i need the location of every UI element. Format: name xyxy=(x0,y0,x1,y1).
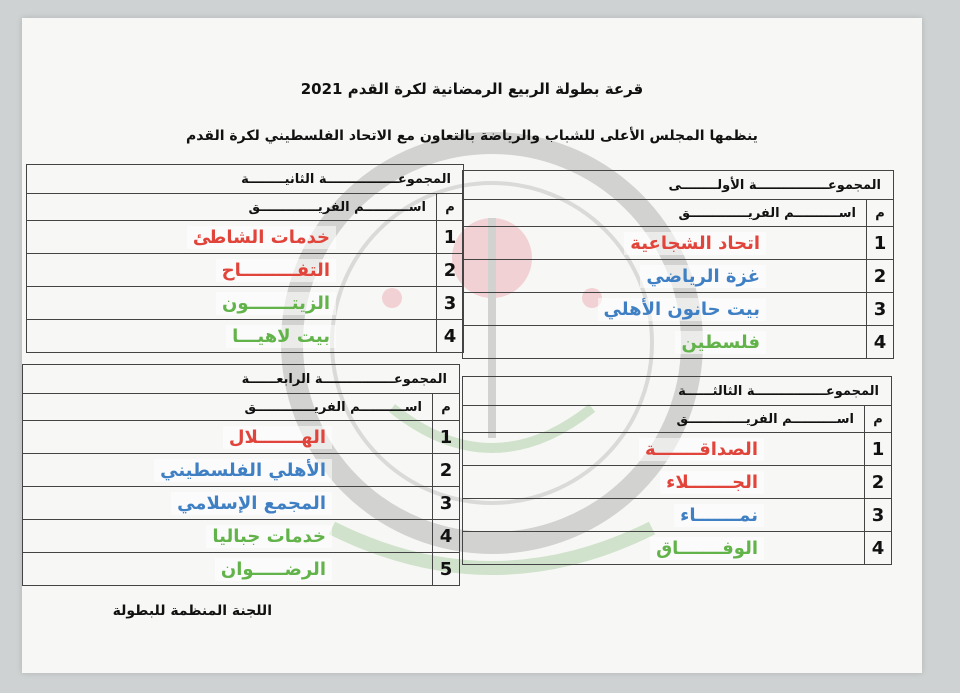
table-row xyxy=(463,433,891,466)
row-number: 3 xyxy=(432,487,459,519)
row-number: 3 xyxy=(864,499,891,531)
table-row xyxy=(27,287,463,320)
group-1-column-header xyxy=(463,200,893,227)
table-row xyxy=(463,499,891,532)
row-number: 1 xyxy=(864,433,891,465)
table-row xyxy=(463,227,893,260)
team-name: اتحاد الشجاعية xyxy=(624,232,766,255)
paper-sheet xyxy=(22,18,922,673)
table-row xyxy=(463,466,891,499)
team-name: الجـــــــلاء xyxy=(660,471,764,494)
team-name: الوفـــــــاق xyxy=(650,537,764,560)
group-3-table xyxy=(462,376,892,565)
row-number: 5 xyxy=(432,553,459,585)
team-name: خدمات الشاطئ xyxy=(187,226,336,249)
team-name: التفـــــــــاح xyxy=(216,259,336,282)
col-num-label: م xyxy=(866,200,893,226)
table-row xyxy=(27,254,463,287)
row-number: 4 xyxy=(432,520,459,552)
group-4-table xyxy=(22,364,460,586)
row-number: 1 xyxy=(436,221,463,253)
col-team-label: اســــــــــم الفريـــــــــــــق xyxy=(248,199,426,215)
team-name: فلسطين xyxy=(675,331,766,354)
col-num-label: م xyxy=(436,194,463,220)
team-name: الهـــــــلال xyxy=(223,426,332,449)
group-2-title: المجموعــــــــــــــــة الثانيــــــــة xyxy=(27,165,463,194)
team-name: المجمع الإسلامي xyxy=(171,492,332,515)
col-team-label: اســــــــــم الفريـــــــــــــق xyxy=(244,399,422,415)
table-row xyxy=(463,532,891,564)
row-number: 2 xyxy=(436,254,463,286)
row-number: 2 xyxy=(866,260,893,292)
table-row xyxy=(463,326,893,358)
row-number: 4 xyxy=(436,320,463,352)
team-name: الأهلي الفلسطيني xyxy=(154,459,332,482)
team-name: غزة الرياضي xyxy=(640,265,766,288)
team-name: نمـــــــاء xyxy=(674,504,764,527)
row-number: 2 xyxy=(864,466,891,498)
page-subtitle: ينظمها المجلس الأعلى للشباب والرياضة بالتعاون مع الاتحاد الفلسطيني لكرة القدم xyxy=(186,128,758,144)
team-name: خدمات جباليا xyxy=(206,525,332,548)
team-name: بيت لاهيـــا xyxy=(226,325,336,348)
row-number: 3 xyxy=(866,293,893,325)
organizing-committee-signature: اللجنة المنظمة للبطولة xyxy=(112,603,272,619)
col-team-label: اســــــــــم الفريـــــــــــــق xyxy=(678,205,856,221)
group-1-title: المجموعــــــــــــــــة الأولــــــــى xyxy=(463,171,893,200)
group-1-table xyxy=(462,170,894,359)
row-number: 1 xyxy=(866,227,893,259)
page-title: قرعة بطولة الربيع الرمضانية لكرة القدم 2021 xyxy=(300,80,644,98)
row-number: 2 xyxy=(432,454,459,486)
table-row xyxy=(23,454,459,487)
table-row xyxy=(27,320,463,352)
group-4-title: المجموعــــــــــــــــة الرابعــــــة xyxy=(23,365,459,394)
col-team-label: اســــــــــم الفريـــــــــــــق xyxy=(676,411,854,427)
team-name: الرضـــــوان xyxy=(215,558,332,581)
row-number: 4 xyxy=(864,532,891,564)
col-num-label: م xyxy=(864,406,891,432)
table-row xyxy=(23,553,459,585)
table-row xyxy=(463,293,893,326)
team-name: الزيتـــــــون xyxy=(216,292,336,315)
group-3-title: المجموعــــــــــــــــة الثالثــــــة xyxy=(463,377,891,406)
table-row xyxy=(27,221,463,254)
table-row xyxy=(23,487,459,520)
group-2-column-header xyxy=(27,194,463,221)
group-2-table xyxy=(26,164,464,353)
row-number: 1 xyxy=(432,421,459,453)
table-row xyxy=(23,421,459,454)
row-number: 4 xyxy=(866,326,893,358)
row-number: 3 xyxy=(436,287,463,319)
team-name: بيت حانون الأهلي xyxy=(598,298,766,321)
team-name: الصداقـــــــة xyxy=(639,438,764,461)
col-num-label: م xyxy=(432,394,459,420)
table-row xyxy=(463,260,893,293)
table-row xyxy=(23,520,459,553)
group-3-column-header xyxy=(463,406,891,433)
group-4-column-header xyxy=(23,394,459,421)
